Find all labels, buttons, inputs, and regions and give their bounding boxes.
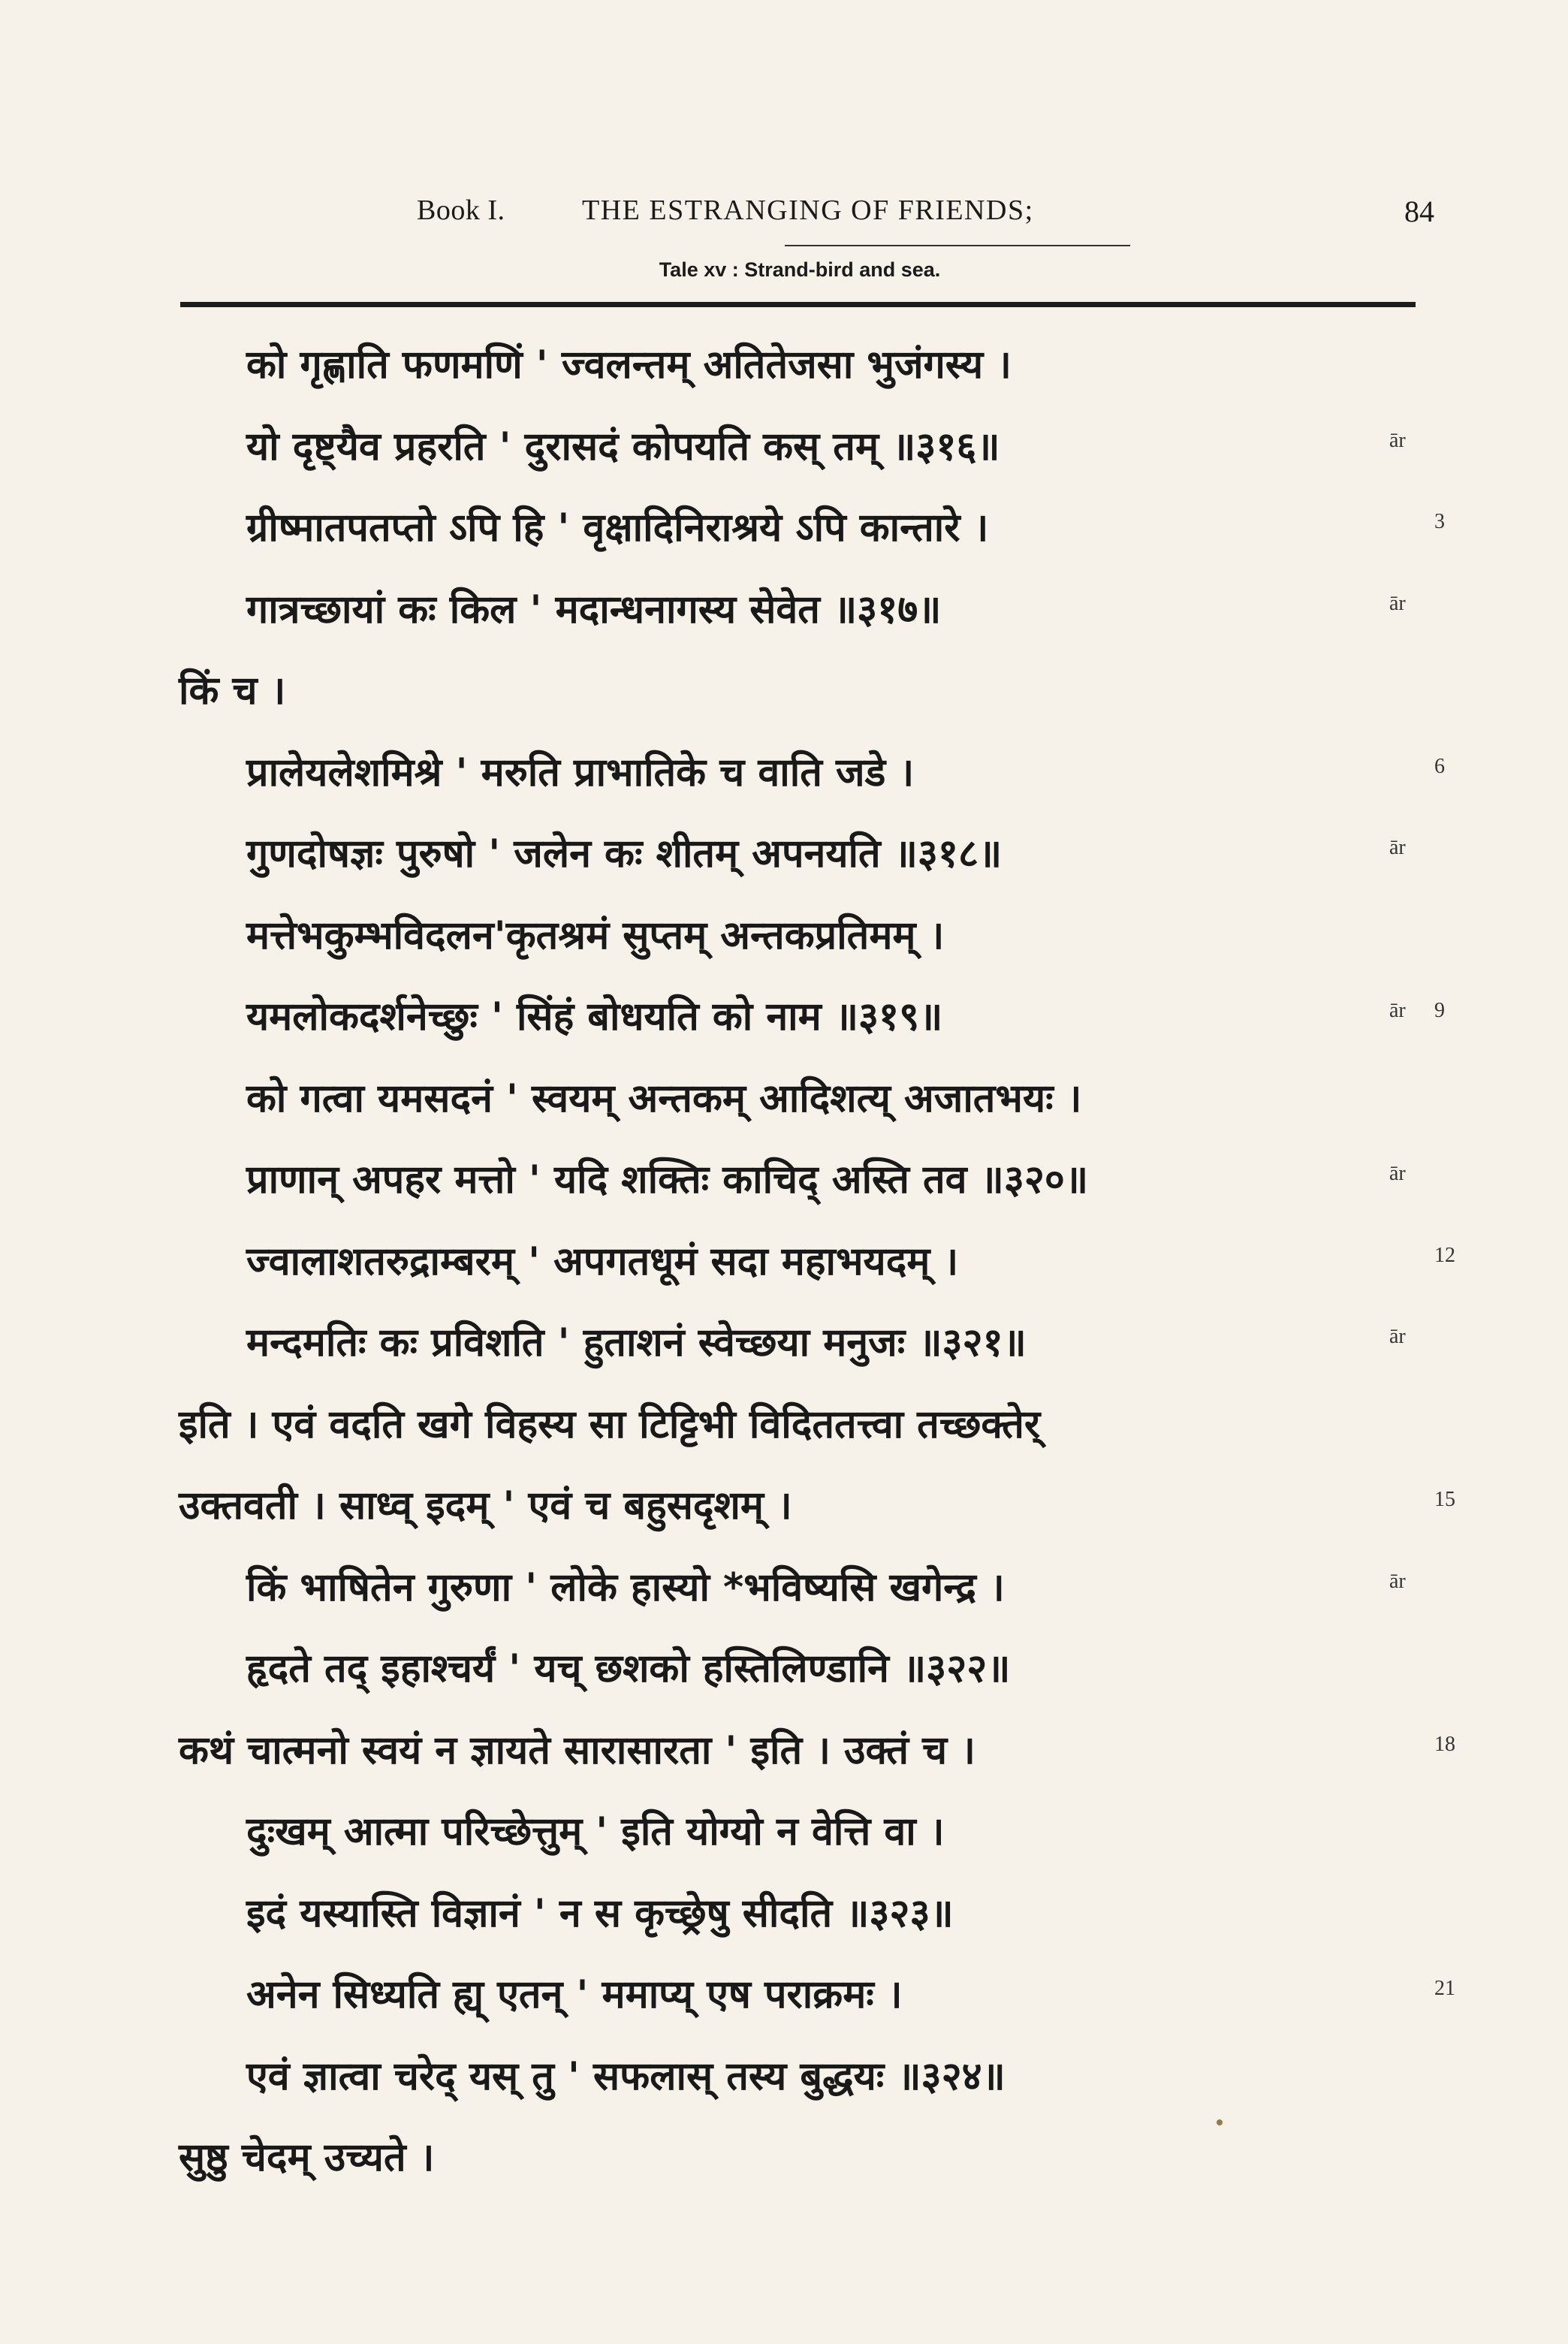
verse-line: [0, 1308, 1568, 1368]
line-text: को गृह्णाति फणमणिं ' ज्वलन्तम् अतितेजसा भुजंगस्य ।: [246, 342, 1012, 388]
subtitle-rule: [785, 245, 1130, 246]
verse-line: [0, 982, 1568, 1042]
line-text: अनेन सिध्यति ह्य् एतन् ' ममाप्य् एष पराक्रमः ।: [246, 1972, 903, 2017]
prose-line: [0, 2123, 1568, 2183]
line-text: कथं चात्मनो स्वयं न ज्ञायते सारासारता ' इति । उक्तं च ।: [179, 1727, 975, 1773]
line-number: 6: [1434, 754, 1445, 778]
prose-line: [0, 656, 1568, 716]
line-text: मत्तेभकुम्भविदलन'कृतश्रमं सुप्तम् अन्तकप्रतिमम् ।: [246, 913, 945, 958]
line-text: को गत्वा यमसदनं ' स्वयम् अन्तकम् आदिशत्य् अजातभयः ।: [246, 1075, 1082, 1121]
page-number: 84: [1404, 195, 1434, 228]
prose-line: [0, 1390, 1568, 1450]
line-text: इति । एवं वदति खगे विहस्य सा टिट्टिभी विदिततत्त्वा तच्छक्तेर्: [179, 1401, 1041, 1447]
verse-line: [0, 1634, 1568, 1694]
paper-speck: [1217, 2119, 1223, 2125]
meter-mark: ār: [1389, 836, 1406, 859]
verse-line: [0, 2042, 1568, 2102]
verse-line: [0, 819, 1568, 879]
verse-line: [0, 1145, 1568, 1205]
line-text: इदं यस्यास्ति विज्ञानं ' न स कृच्छ्रेषु सीदति ॥३२३॥: [246, 1890, 954, 1936]
verse-line: [0, 738, 1568, 798]
line-text: गुणदोषज्ञः पुरुषो ' जलेन कः शीतम् अपनयति ॥३१८॥: [246, 831, 1003, 876]
line-text: गात्रच्छायां कः किल ' मदान्धनागस्य सेवेत ॥३१७॥: [246, 587, 942, 632]
line-text: प्रालेयलेशमिश्रे ' मरुति प्राभातिके च वाति जडे ।: [246, 750, 915, 795]
meter-mark: ār: [1389, 1162, 1406, 1185]
meter-mark: ār: [1389, 428, 1406, 452]
line-number: 9: [1434, 999, 1445, 1022]
line-text: किं भाषितेन गुरुणा ' लोके हास्यो *भविष्यसि खगेन्द्र ।: [246, 1564, 1005, 1610]
verse-line: [0, 412, 1568, 472]
tale-subtitle: Tale xv : Strand-bird and sea.: [659, 258, 941, 281]
line-number: 21: [1434, 1977, 1455, 2000]
meter-mark: ār: [1389, 1569, 1406, 1593]
verse-line: [0, 493, 1568, 554]
verse-line: [0, 1064, 1568, 1124]
meter-mark: ār: [1389, 999, 1406, 1022]
line-text: हृदते तद् इहाश्चर्यं ' यच् छशको हस्तिलिण्डानि ॥३२२॥: [246, 1646, 1011, 1691]
line-text: किं च ।: [179, 668, 286, 713]
line-text: ज्वालाशतरुद्राम्बरम् ' अपगतधूमं सदा महाभयदम् ।: [246, 1238, 959, 1284]
header-rule: [180, 302, 1416, 307]
verse-line: [0, 1960, 1568, 2020]
line-text: मन्दमतिः कः प्रविशति ' हुताशनं स्वेच्छया मनुजः ॥३२१॥: [246, 1320, 1027, 1365]
prose-line: [0, 1716, 1568, 1776]
line-number: 12: [1434, 1243, 1455, 1267]
verse-line: [0, 330, 1568, 391]
verse-line: [0, 901, 1568, 961]
line-text: ग्रीष्मातपतप्तो ऽपि हि ' वृक्षादिनिराश्रये ऽपि कान्तारे ।: [246, 505, 989, 551]
book-label: Book I.: [417, 195, 505, 226]
line-number: 18: [1434, 1732, 1455, 1756]
verse-line: [0, 1227, 1568, 1287]
line-text: सुष्ठु चेदम् उच्यते ।: [179, 2135, 435, 2180]
line-number: 3: [1434, 510, 1445, 533]
line-number: 15: [1434, 1488, 1455, 1511]
line-text: उक्तवती । साध्व् इदम् ' एवं च बहुसदृशम् ।: [179, 1483, 792, 1528]
line-text: प्राणान् अपहर मत्तो ' यदि शक्तिः काचिद् अस्ति तव ॥३२०॥: [246, 1157, 1089, 1202]
prose-line: [0, 1471, 1568, 1531]
running-title: THE ESTRANGING OF FRIENDS;: [582, 195, 1034, 226]
verse-line: [0, 575, 1568, 635]
line-text: यमलोकदर्शनेच्छुः ' सिंहं बोधयति को नाम ॥३१९॥: [246, 994, 943, 1039]
line-text: एवं ज्ञात्वा चरेद् यस् तु ' सफलास् तस्य बुद्धयः ॥३२४॥: [246, 2053, 1006, 2099]
running-header: [180, 194, 1434, 281]
verse-line: [0, 1879, 1568, 1939]
verse-line: [0, 1553, 1568, 1613]
meter-mark: ār: [1389, 591, 1406, 615]
line-text: दुःखम् आत्मा परिच्छेत्तुम् ' इति योग्यो न वेत्ति वा ।: [246, 1809, 945, 1854]
meter-mark: ār: [1389, 1325, 1406, 1348]
verse-line: [0, 1797, 1568, 1857]
line-text: यो दृष्ट्यैव प्रहरति ' दुरासदं कोपयति कस् तम् ॥३१६॥: [246, 424, 1000, 469]
